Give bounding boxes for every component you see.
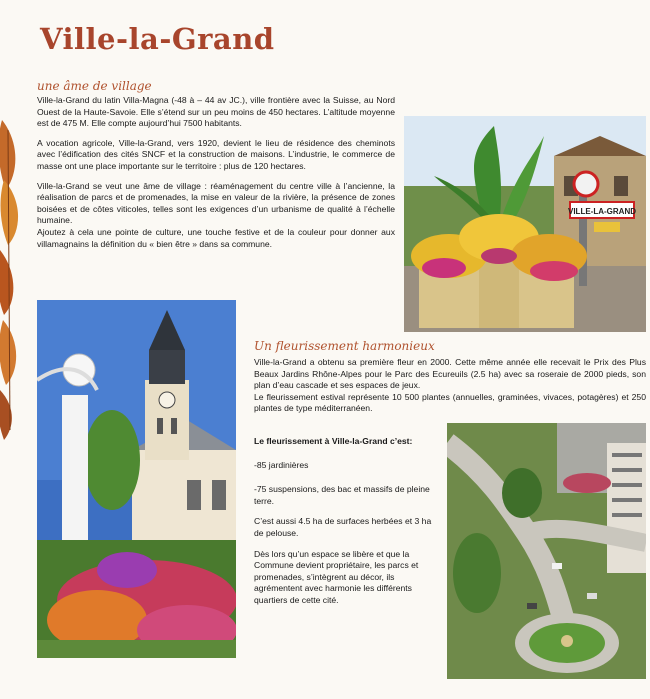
list-item: -85 jardinières bbox=[254, 459, 309, 470]
paragraph: Ville-la-Grand se veut une âme de village : réaménagement du centre ville à l’ancienne, la réalisation de parcs et de promenades, la mise en valeur de la rivière, la présence de zones boisées et de côtes viticoles, telles sont les exigences d’un urbanisme de qualité à l’échelle humaine. bbox=[37, 180, 395, 226]
paragraph: Ville-la-Grand du latin Villa-Magna (-48 à – 44 av JC.), ville frontière avec la Suisse, au Nord Ouest de la Haute-Savoie. Elle s’étend sur un peu moins de 450 hectares. L’altitude moyenne est de 475 M. Elle compte aujourd’hui 7500 habitants. bbox=[37, 95, 395, 129]
town-sign-label: VILLE-LA-GRAND bbox=[568, 207, 636, 216]
fleurissement-list bbox=[254, 436, 440, 616]
section-village-text bbox=[37, 95, 395, 258]
paragraph: A vocation agricole, Ville-la-Grand, vers 1920, devient le lieu de résidence des cheminots avec l’édification des cités SNCF et la construction de maisons. L’industrie, le commerce de masse ont une place importante sur le territoire : plus de 120 hectares. bbox=[37, 137, 395, 171]
paragraph: Ville-la-Grand a obtenu sa première fleur en 2000. Cette même année elle recevait le Prix des Plus Beaux Jardins Rhône-Alpes pour le Parc des Ecureuils (2.5 ha) avec sa roseraie de 2000 pieds, son plan d’eau cascade et ses espaces de jeux. bbox=[254, 357, 646, 391]
photo-church bbox=[37, 300, 236, 658]
photo-aerial-roundabout bbox=[447, 423, 646, 679]
list-heading: Le fleurissement à Ville-la-Grand c’est: bbox=[254, 436, 413, 446]
section-heading-fleurissement: Un fleurissement harmonieux bbox=[254, 339, 435, 353]
paragraph: Ajoutez à cela une pointe de culture, une touche festive et de la couleur pour donner aux villamagnains la définition du « bien être » dans sa commune. bbox=[37, 226, 395, 249]
list-item: Dès lors qu’un espace se libère et que la Commune devient propriétaire, les parcs et promenades, s’intègrent au décor, ils agrémentent avec harmonie les différents quartiers de cette cité. bbox=[254, 548, 419, 605]
section-fleurissement-text bbox=[254, 357, 646, 415]
section-heading-village: une âme de village bbox=[37, 79, 152, 93]
list-item: C’est aussi 4.5 ha de surfaces herbées et 3 ha de pelouse. bbox=[254, 516, 432, 538]
decorative-leaves bbox=[0, 120, 30, 440]
paragraph: Le fleurissement estival représente 10 500 plantes (annuelles, graminées, vivaces, potagères) et 250 plantes de type méditerranéen. bbox=[254, 391, 646, 414]
photo-flower-planters bbox=[404, 116, 646, 332]
list-item: -75 suspensions, des bac et massifs de pleine terre. bbox=[254, 484, 430, 506]
page-title: Ville-la-Grand bbox=[40, 22, 275, 56]
